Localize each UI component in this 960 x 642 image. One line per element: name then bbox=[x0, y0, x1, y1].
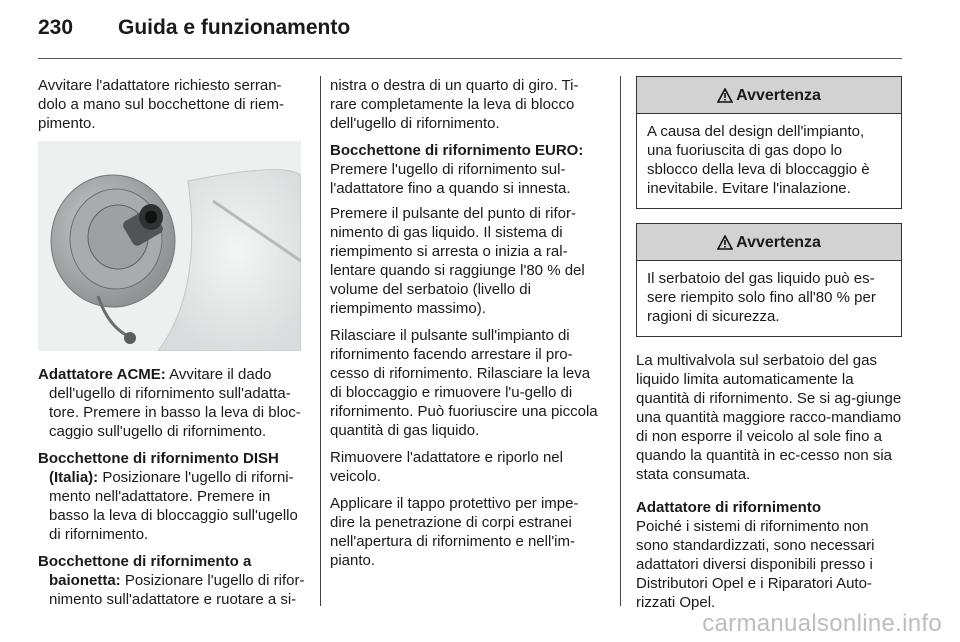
warning-triangle-icon bbox=[717, 235, 733, 250]
bayonet-label: Bocchettone di rifornimento a baionetta: bbox=[38, 553, 252, 589]
column-left bbox=[38, 76, 306, 617]
euro-label: Bocchettone di rifornimento EURO: bbox=[330, 142, 584, 159]
euro-paragraph bbox=[330, 141, 600, 198]
column-divider bbox=[320, 76, 321, 606]
protective-cap-paragraph: Applicare il tappo protettivo per impe-dire la penetrazione di corpi estranei nell'apertura di rifornimento e nell'im-pianto. bbox=[330, 495, 579, 569]
watermark: carmanualsonline.info bbox=[702, 610, 942, 637]
acme-paragraph bbox=[38, 365, 306, 441]
warning-text: A causa del design dell'impianto, una fuoriuscita di gas dopo lo sblocco della leva di bloccaggio è inevitabile. Evitare l'inalazione. bbox=[647, 123, 870, 197]
release-button-paragraph: Rilasciare il pulsante sull'impianto di rifornimento facendo arrestare il pro-cesso di rifornimento. Rilasciare la leva di bloccaggio e rimuovere l'u-gello di rifornimento. Può fuoriuscire una piccola quantità di gas liquido. bbox=[330, 327, 598, 439]
fuel-filler-adapter-illustration bbox=[38, 141, 301, 351]
warning-header bbox=[637, 224, 901, 261]
bayonet-text: Posizionare l'ugello di rifor-nimento sull'adattatore e ruotare a si- bbox=[49, 572, 305, 608]
warning-title: Avvertenza bbox=[736, 233, 821, 251]
column-right bbox=[636, 76, 902, 620]
bayonet-paragraph bbox=[38, 552, 306, 609]
multivalve-paragraph: La multivalvola sul serbatoio del gas liquido limita automaticamente la quantità di rifornimento. Se si ag-giunge una quantità maggiore racco-mandiamo di non esporre il veicolo al sole fino a quando la quantità in ec-cesso non sia stata consumata. bbox=[636, 352, 902, 483]
warning-box bbox=[636, 223, 902, 337]
column-middle bbox=[330, 76, 600, 578]
dish-text: Posizionare l'ugello di riforni-mento nell'adattatore. Premere in basso la leva di bloccaggio sull'ugello di rifornimento. bbox=[49, 469, 298, 543]
column-divider bbox=[620, 76, 621, 606]
warning-text: Il serbatoio del gas liquido può es-sere riempito solo fino all'80 % per ragioni di sicurezza. bbox=[647, 270, 876, 325]
dish-paragraph bbox=[38, 449, 306, 544]
warning-title: Avvertenza bbox=[736, 86, 821, 104]
dish-label: Bocchettone di rifornimento DISH (Italia): bbox=[38, 450, 279, 486]
bayonet-continuation: nistra o destra di un quarto di giro. Ti-rare completamente la leva di blocco dell'ugello di rifornimento. bbox=[330, 77, 579, 132]
warning-header bbox=[637, 77, 901, 114]
acme-label: Adattatore ACME: bbox=[38, 366, 166, 383]
adapter-paragraph: Poiché i sistemi di rifornimento non sono standardizzati, sono necessari adattatori diversi disponibili presso i Distributori Opel e i Riparatori Auto-rizzati Opel. bbox=[636, 518, 875, 611]
fuel-filler-adapter-icon bbox=[38, 141, 301, 351]
intro-paragraph: Avvitare l'adattatore richiesto serran-dolo a mano sul bocchettone di riem-pimento. bbox=[38, 77, 284, 132]
header-rule bbox=[38, 58, 902, 59]
adapter-heading: Adattatore di rifornimento bbox=[636, 499, 822, 516]
page-header bbox=[38, 14, 902, 48]
euro-text: Premere l'ugello di rifornimento sul-l'adattatore fino a quando si innesta. bbox=[330, 161, 571, 197]
press-button-paragraph: Premere il pulsante del punto di rifor-nimento di gas liquido. Il sistema di riempimento si arresta o inizia a ral-lentare quando si raggiunge l'80 % del volume del serbatoio (livello di riempimento massimo). bbox=[330, 205, 585, 317]
page-number: 230 bbox=[38, 16, 74, 39]
warning-triangle-icon bbox=[717, 88, 733, 103]
remove-adapter-paragraph: Rimuovere l'adattatore e riporlo nel veicolo. bbox=[330, 449, 563, 485]
acme-text: Avvitare il dado dell'ugello di rifornimento sull'adatta-tore. Premere in basso la leva di bloc-caggio sull'ugello di rifornimento. bbox=[49, 366, 301, 440]
warning-box bbox=[636, 76, 902, 209]
page-title: Guida e funzionamento bbox=[118, 16, 351, 39]
